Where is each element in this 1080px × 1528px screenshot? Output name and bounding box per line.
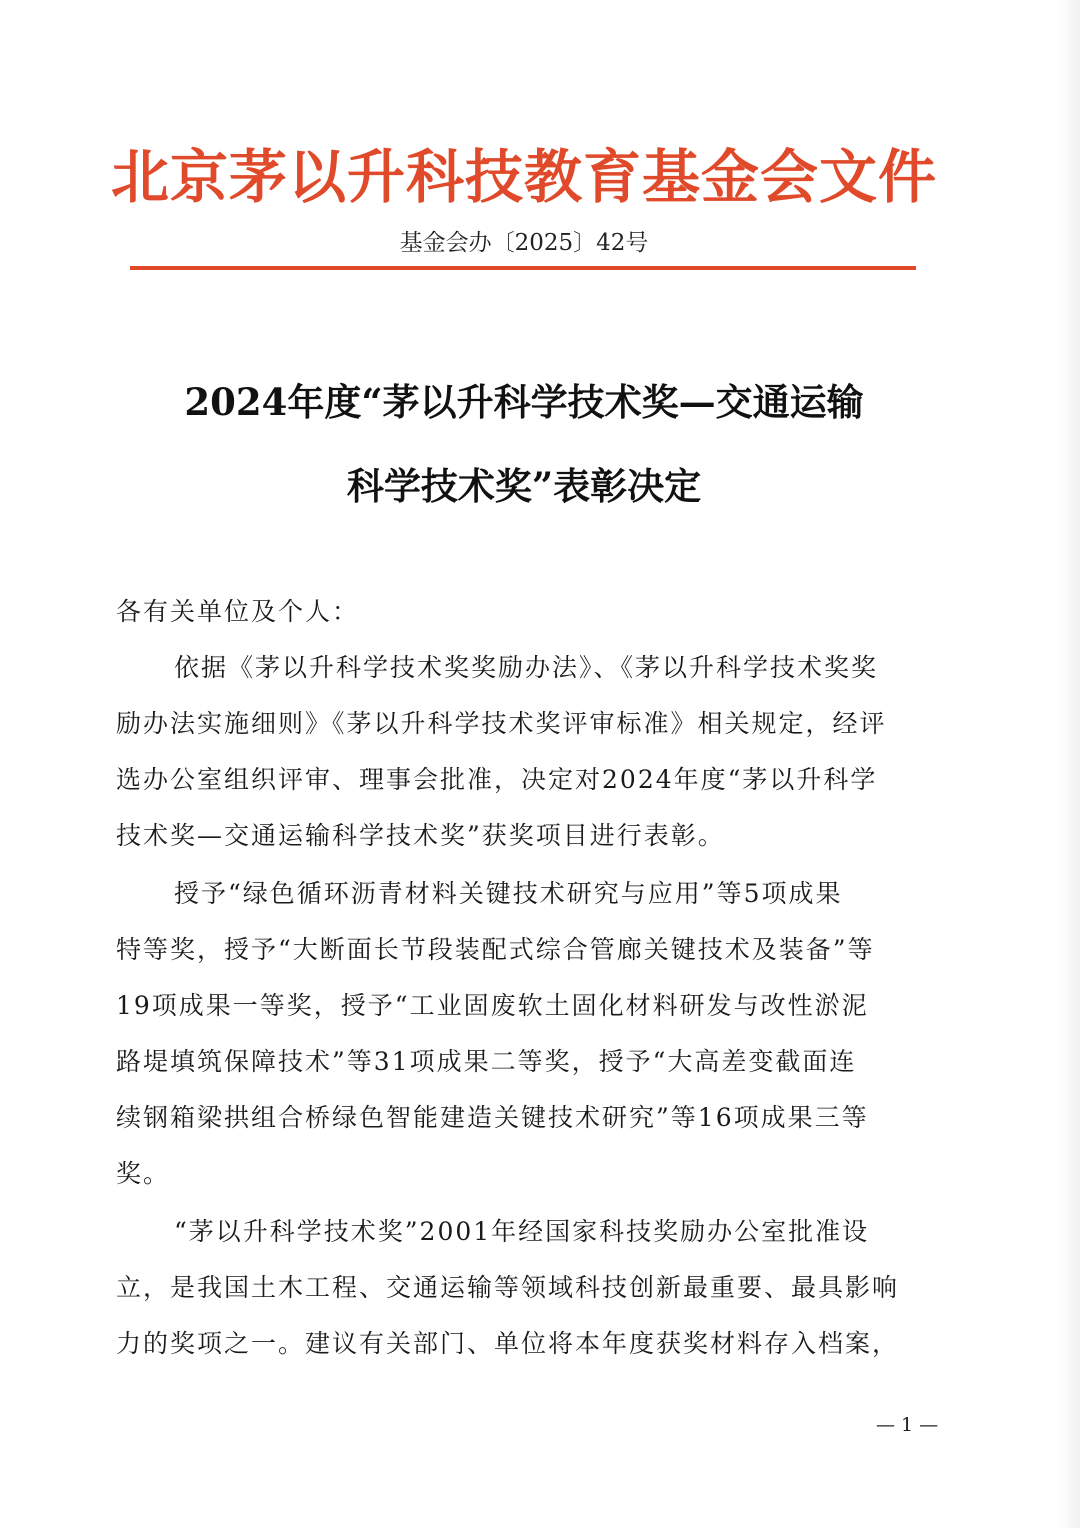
body-line: 授予“绿色循环沥青材料关键技术研究与应用”等5项成果: [174, 879, 843, 908]
body-line: 励办法实施细则》《茅以升科学技术奖评审标准》相关规定，经评: [116, 709, 887, 738]
document-title-line-2: 科学技术奖”表彰决定: [346, 464, 702, 508]
document-title-line-1: 2024年度“茅以升科学技术奖—交通运输: [184, 380, 864, 424]
body-line: 特等奖，授予“大断面长节段装配式综合管廊关键技术及装备”等: [116, 935, 875, 964]
body-line: 依据《茅以升科学技术奖奖励办法》、《茅以升科学技术奖奖: [174, 653, 879, 682]
body-line: 路堤填筑保障技术”等31项成果二等奖，授予“大高差变截面连: [116, 1047, 857, 1076]
body-line: “茅以升科学技术奖”2001年经国家科技奖励办公室批准设: [174, 1217, 870, 1246]
salutation: 各有关单位及个人：: [116, 597, 360, 626]
page-edge-shadow: [1058, 0, 1080, 1528]
body-line: 19项成果一等奖，授予“工业固废软土固化材料研发与改性淤泥: [116, 991, 869, 1020]
document-header-title: 北京茅以升科技教育基金会文件: [110, 143, 937, 211]
body-line: 选办公室组织评审、理事会批准，决定对2024年度“茅以升科学: [116, 765, 878, 794]
body-line: 奖。: [116, 1159, 171, 1188]
page-number: — 1 —: [876, 1414, 939, 1436]
document-number: 基金会办〔2025〕42号: [399, 230, 649, 256]
body-line: 立，是我国土木工程、交通运输等领域科技创新最重要、最具影响: [116, 1273, 900, 1302]
body-line: 技术奖—交通运输科学技术奖”获奖项目进行表彰。: [116, 821, 725, 850]
header-red-divider: [130, 266, 916, 270]
body-line: 力的奖项之一。建议有关部门、单位将本年度获奖材料存入档案，: [116, 1329, 900, 1358]
body-line: 续钢箱梁拱组合桥绿色智能建造关键技术研究”等16项成果三等: [116, 1103, 869, 1132]
